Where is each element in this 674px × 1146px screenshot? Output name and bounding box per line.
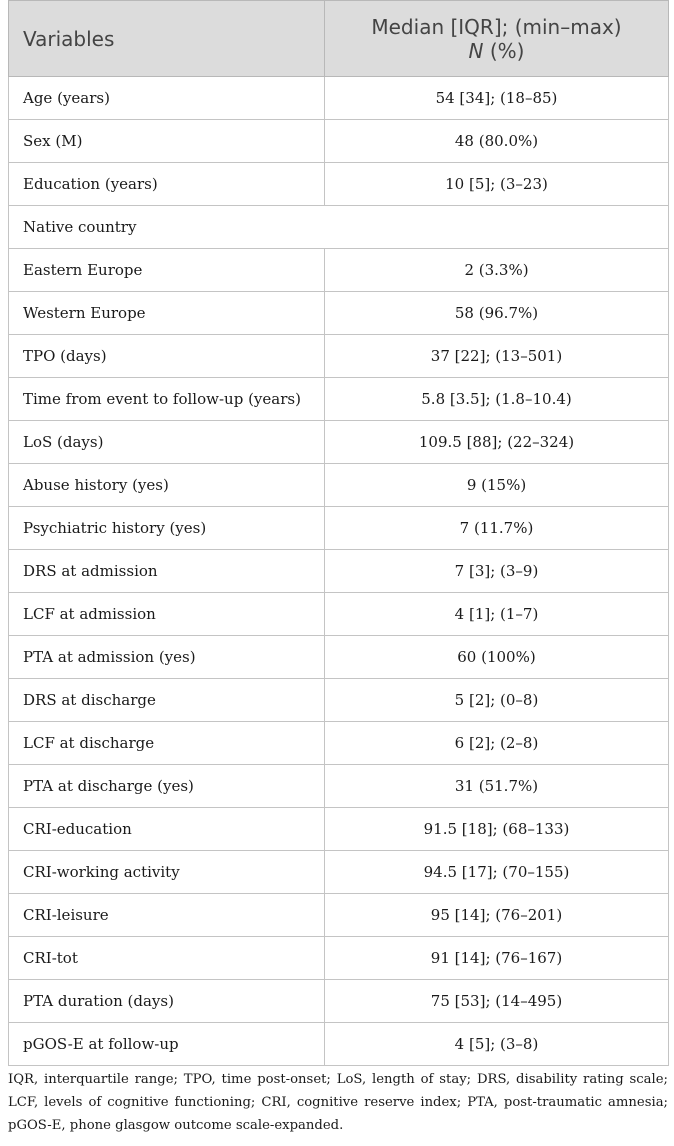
variable-cell: Psychiatric history (yes) [9,507,325,550]
variable-cell: PTA at discharge (yes) [9,765,325,808]
value-cell: 7 (11.7%) [325,507,669,550]
value-cell: 91 [14]; (76–167) [325,937,669,980]
table-row [9,77,669,120]
table-row [9,937,669,980]
variable-cell: CRI-tot [9,937,325,980]
value-cell: 6 [2]; (2–8) [325,722,669,765]
variable-cell: PTA at admission (yes) [9,636,325,679]
variable-cell: Time from event to follow-up (years) [9,378,325,421]
value-cell: 4 [1]; (1–7) [325,593,669,636]
table-row [9,636,669,679]
variable-cell: pGOS-E at follow-up [9,1023,325,1066]
value-cell: 48 (80.0%) [325,120,669,163]
variable-cell: TPO (days) [9,335,325,378]
table-row [9,1023,669,1066]
table-row [9,378,669,421]
table-row [9,765,669,808]
value-cell: 94.5 [17]; (70–155) [325,851,669,894]
variable-cell: PTA duration (days) [9,980,325,1023]
variable-cell: DRS at admission [9,550,325,593]
variable-cell: CRI-education [9,808,325,851]
table-row [9,249,669,292]
value-cell: 2 (3.3%) [325,249,669,292]
value-cell: 5 [2]; (0–8) [325,679,669,722]
table-row [9,550,669,593]
value-cell: 31 (51.7%) [325,765,669,808]
table-row [9,722,669,765]
variable-cell: CRI-leisure [9,894,325,937]
table-row [9,163,669,206]
table-row [9,206,669,249]
table-row [9,292,669,335]
variable-cell: LoS (days) [9,421,325,464]
variable-cell: CRI-working activity [9,851,325,894]
table-body [9,77,669,1066]
table-row [9,851,669,894]
table-row [9,593,669,636]
header-stat-line1: Median [IQR]; (min–max) [371,14,622,39]
variable-cell: DRS at discharge [9,679,325,722]
table-header-row [9,1,669,77]
value-cell: 58 (96.7%) [325,292,669,335]
value-cell: 7 [3]; (3–9) [325,550,669,593]
table-footnote: IQR, interquartile range; TPO, time post-onset; LoS, length of stay; DRS, disability rating scale; LCF, levels of cognitive functioning; CRI, cognitive reserve index; PTA, post-traumatic amnesia; pGOS-E, phone glasgow outcome scale-expanded. [8,1072,668,1133]
header-statistics [325,1,669,77]
value-cell: 9 (15%) [325,464,669,507]
variable-cell: Age (years) [9,77,325,120]
table-row [9,421,669,464]
variable-cell: LCF at admission [9,593,325,636]
variable-cell: Abuse history (yes) [9,464,325,507]
table-row [9,120,669,163]
table-row [9,894,669,937]
demographics-table [8,0,669,1066]
value-cell: 91.5 [18]; (68–133) [325,808,669,851]
value-cell: 5.8 [3.5]; (1.8–10.4) [325,378,669,421]
value-cell: 109.5 [88]; (22–324) [325,421,669,464]
header-stat-n: N [468,38,484,63]
table-row [9,464,669,507]
variable-cell: Sex (M) [9,120,325,163]
table-row [9,980,669,1023]
value-cell: 75 [53]; (14–495) [325,980,669,1023]
value-cell: 95 [14]; (76–201) [325,894,669,937]
value-cell: 10 [5]; (3–23) [325,163,669,206]
section-label: Native country [9,206,669,249]
value-cell: 4 [5]; (3–8) [325,1023,669,1066]
variable-cell: Eastern Europe [9,249,325,292]
variable-cell: Education (years) [9,163,325,206]
header-stat-pct: (%) [483,38,525,63]
variable-cell: LCF at discharge [9,722,325,765]
value-cell: 60 (100%) [325,636,669,679]
table-row [9,507,669,550]
value-cell: 37 [22]; (13–501) [325,335,669,378]
table-row [9,808,669,851]
table-row [9,335,669,378]
value-cell: 54 [34]; (18–85) [325,77,669,120]
header-variables: Variables [9,1,325,77]
table-row [9,679,669,722]
variable-cell: Western Europe [9,292,325,335]
